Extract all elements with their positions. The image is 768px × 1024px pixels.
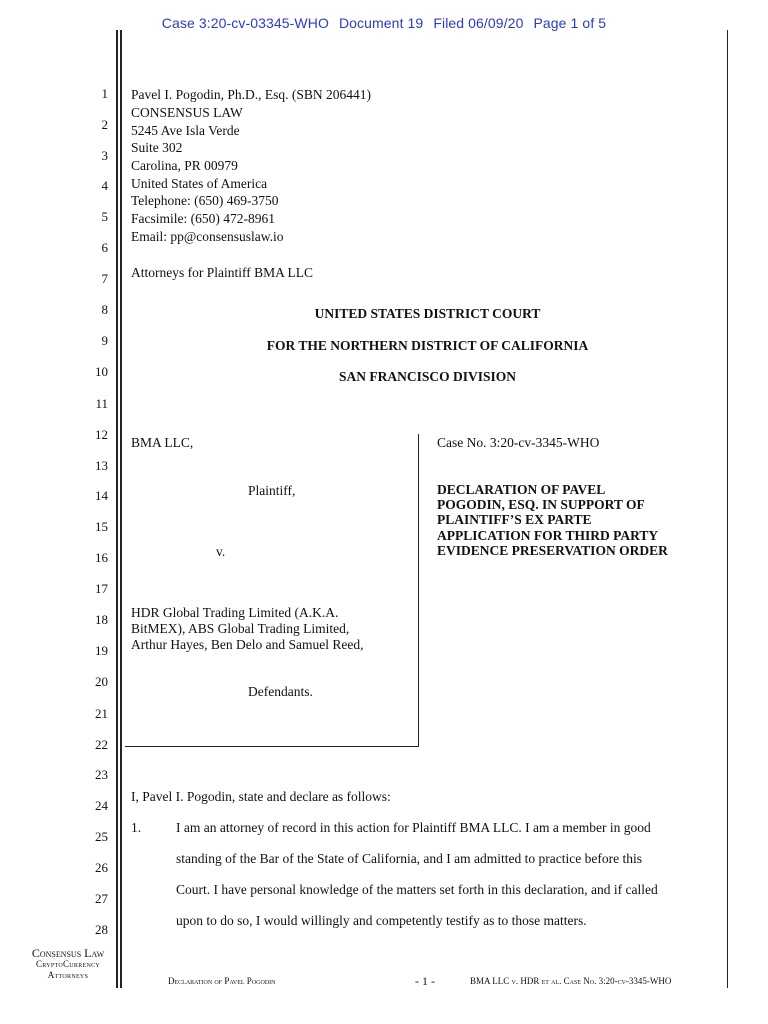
defendants-line: BitMEX), ABS Global Trading Limited, <box>131 621 350 636</box>
line-number: 4 <box>101 178 108 193</box>
caption-vertical-rule <box>418 434 419 747</box>
plaintiff-label: Plaintiff, <box>248 483 296 498</box>
attorney-line: Email: pp@consensuslaw.io <box>131 229 284 244</box>
attorney-line: Carolina, PR 00979 <box>131 158 238 173</box>
attorney-line: Telephone: (650) 469-3750 <box>131 193 279 208</box>
document-title-line: POGODIN, ESQ. IN SUPPORT OF <box>437 497 645 512</box>
line-number: 7 <box>101 271 108 286</box>
footer-case-ref: BMA LLC v. HDR et al. Case No. 3:20-cv-3345-WHO <box>470 976 672 986</box>
line-number: 3 <box>101 148 108 163</box>
line-number: 16 <box>95 550 108 565</box>
line-number: 18 <box>95 612 108 627</box>
attorney-line: Pavel I. Pogodin, Ph.D., Esq. (SBN 206441) <box>131 87 372 102</box>
firm-tagline-1: CryptoCurrency <box>35 959 101 969</box>
line-number: 17 <box>95 581 108 596</box>
line-number: 10 <box>95 364 108 379</box>
document-title-line: DECLARATION OF PAVEL <box>437 482 606 497</box>
attorney-line: 5245 Ave Isla Verde <box>131 123 240 138</box>
header-case: Case 3:20-cv-03345-WHO <box>161 15 329 31</box>
line-number: 9 <box>101 333 108 348</box>
header-filed: Filed 06/09/20 <box>433 15 524 31</box>
firm-name: Consensus Law <box>31 946 105 960</box>
document-title-line: PLAINTIFF’S EX PARTE <box>437 512 592 527</box>
court-district: FOR THE NORTHERN DISTRICT OF CALIFORNIA <box>266 338 589 353</box>
document-title-line: EVIDENCE PRESERVATION ORDER <box>437 543 668 558</box>
ecf-header-stamp <box>0 15 768 31</box>
attorney-line: United States of America <box>131 176 268 191</box>
line-number: 20 <box>95 674 108 689</box>
line-number: 6 <box>101 240 108 255</box>
line-number: 21 <box>95 706 108 721</box>
line-number: 15 <box>95 519 108 534</box>
paragraph-line: Court. I have personal knowledge of the matters set forth in this declaration, and if called <box>176 882 658 897</box>
line-number: 11 <box>95 396 108 411</box>
footer-title: Declaration of Pavel Pogodin <box>168 976 276 986</box>
line-number: 24 <box>95 798 108 813</box>
line-number: 5 <box>101 209 108 224</box>
paragraph-line: standing of the Bar of the State of California, and I am admitted to practice before this <box>176 851 642 866</box>
defendants-line: Arthur Hayes, Ben Delo and Samuel Reed, <box>131 637 364 652</box>
left-margin-rule-inner <box>120 30 122 988</box>
versus: v. <box>216 544 226 559</box>
header-page: Page 1 of 5 <box>533 15 607 31</box>
defendants-label: Defendants. <box>248 684 313 699</box>
line-number: 1 <box>101 86 108 101</box>
attorney-line: CONSENSUS LAW <box>131 105 243 120</box>
attorneys-for: Attorneys for Plaintiff BMA LLC <box>131 265 313 280</box>
line-number: 25 <box>95 829 108 844</box>
firm-tagline-2: Attorneys <box>47 970 89 980</box>
line-number: 26 <box>95 860 108 875</box>
line-number: 22 <box>95 737 108 752</box>
court-name: UNITED STATES DISTRICT COURT <box>314 306 541 321</box>
attorney-line: Suite 302 <box>131 140 183 155</box>
line-number: 2 <box>101 117 108 132</box>
left-margin-rule-outer <box>116 30 118 988</box>
right-margin-rule <box>727 30 728 988</box>
caption-bottom-rule <box>125 746 419 747</box>
defendants-line: HDR Global Trading Limited (A.K.A. <box>131 605 339 620</box>
firm-mark <box>20 948 116 981</box>
line-number: 14 <box>95 488 108 503</box>
line-number: 13 <box>95 458 108 473</box>
footer-page-number: - 1 - <box>415 974 435 988</box>
line-number: 23 <box>95 767 108 782</box>
declaration-intro: I, Pavel I. Pogodin, state and declare as follows: <box>131 789 391 804</box>
case-number: Case No. 3:20-cv-3345-WHO <box>437 435 600 450</box>
line-number: 19 <box>95 643 108 658</box>
line-number: 8 <box>101 302 108 317</box>
line-number: 28 <box>95 922 108 937</box>
attorney-line: Facsimile: (650) 472-8961 <box>131 211 275 226</box>
line-number: 12 <box>95 427 108 442</box>
paragraph-line: I am an attorney of record in this action for Plaintiff BMA LLC. I am a member in good <box>176 820 651 835</box>
header-document: Document 19 <box>338 15 424 31</box>
line-number: 27 <box>95 891 108 906</box>
court-division: SAN FRANCISCO DIVISION <box>338 369 517 384</box>
document-title-line: APPLICATION FOR THIRD PARTY <box>437 528 659 543</box>
paragraph-number: 1. <box>131 820 142 835</box>
paragraph-line: upon to do so, I would willingly and competently testify as to those matters. <box>176 913 587 928</box>
plaintiff-name: BMA LLC, <box>131 435 194 450</box>
